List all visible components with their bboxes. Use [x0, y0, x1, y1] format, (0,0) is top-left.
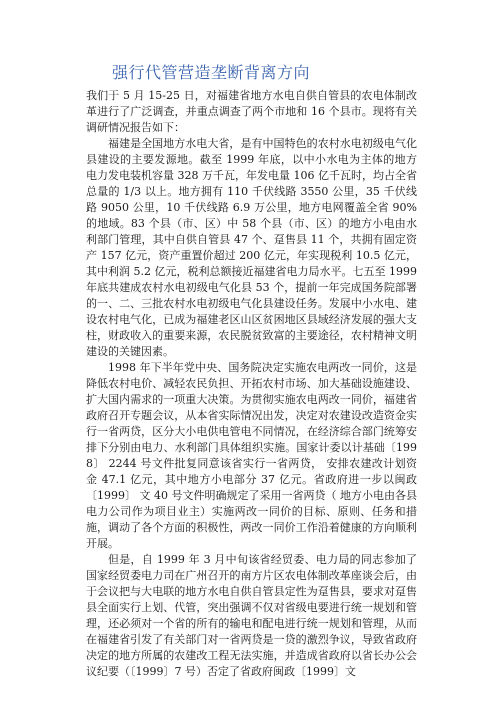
- paragraph-controversy-1999: 但是，自 1999 年 3 月中旬该省经贸委、电力局的同志参加了国家经贸委电力司在广州召开的南方片区农电体制改革座谈会后，由于会议把与大电联的地方水电自供自管县定性为趸售县，要求对趸售县全面实行上划、代管，突出强调不仅对省级电要进行统一规划和管理，还必须对一个省的所有的输电和配电进行统一规划和管理，从而在福建省引发了有关部门对一省两贷是一贷的激烈争议，导致省政府决定的地方所属的农建改工程无法实施，并造成省政府以省长办公会议纪要（〔1999〕7 号）否定了省政府闽政〔1999〕文: [86, 553, 417, 678]
- paragraph-fujian-overview: 福建是全国地方水电大省，是有中国特色的农村水电初级电气化县建设的主要发源地。截至 1999 年底，以中小水电为主体的地方电力发电装机容量 328 万千瓦，年发电量 106 亿千瓦时，均占全省总量的 1/3 以上。地方拥有 110 千伏线路 3550 公里，35 千伏线路 9050 公里，10 千伏线路 6.9 万公里，地方电网覆盖全省 90%的地域。83 个县（市、区）中 58 个县（市、区）的地方小电由水利部门管理，其中自供自管县 47 个、趸售县 11 个，共拥有固定资产 157 亿元，资产重置价超过 200 亿元，年实现税利 10.5 亿元，其中利润 5.2 亿元，税利总额接近福建省电力局水平。七五至 1999 年底共建成农村水电初级电气化县 53 个，提前一年完成国务院部署的一、二、三批农村水电初级电气化县建设任务。发展中小水电、建设农村电气化，已成为福建老区山区贫困地区县域经济发展的强大支柱，财政收入的重要来源，农民脱贫致富的主要途径，农村精神文明建设的关键因素。: [86, 137, 417, 358]
- paragraph-intro: 我们于 5 月 15-25 日，对福建省地方水电自供自管县的农电体制改革进行了广泛调查，并重点调查了两个市地和 16 个县市。现将有关调研情况报告如下：: [86, 89, 417, 134]
- document-title: 强行代管营造垄断背离方向: [112, 63, 311, 82]
- paragraph-policy-1998: 1998 年下半年党中央、国务院决定实施农电两改一同价，这是降低农村电价、减轻农民负担、开拓农村市场、加大基础设施建设、扩大国内需求的一项重大决策。为贯彻实施农电两改一同价，福建省政府召开专题会议，从本省实际情况出发，决定对农建设改造资金实行一省两贷，区分大小电供电管电不同情况，在经济综合部门统筹安排下分别由电力、水利部门具体组织实施。国家计委以计基础〔1998〕 2244 号文件批复同意该省实行一省两贷， 安排农建改计划资金 47.1 亿元，其中地方小电部分 37 亿元。省政府进一步以闽政〔1999〕 文 40 号文件明确规定了采用一省两贷（ 地方小电由各县电力公司作为项目业主）实施两改一同价的目标、原则、任务和措施，调动了各个方面的积极性，两改一同价工作沿着健康的方向顺利开展。: [86, 361, 417, 550]
